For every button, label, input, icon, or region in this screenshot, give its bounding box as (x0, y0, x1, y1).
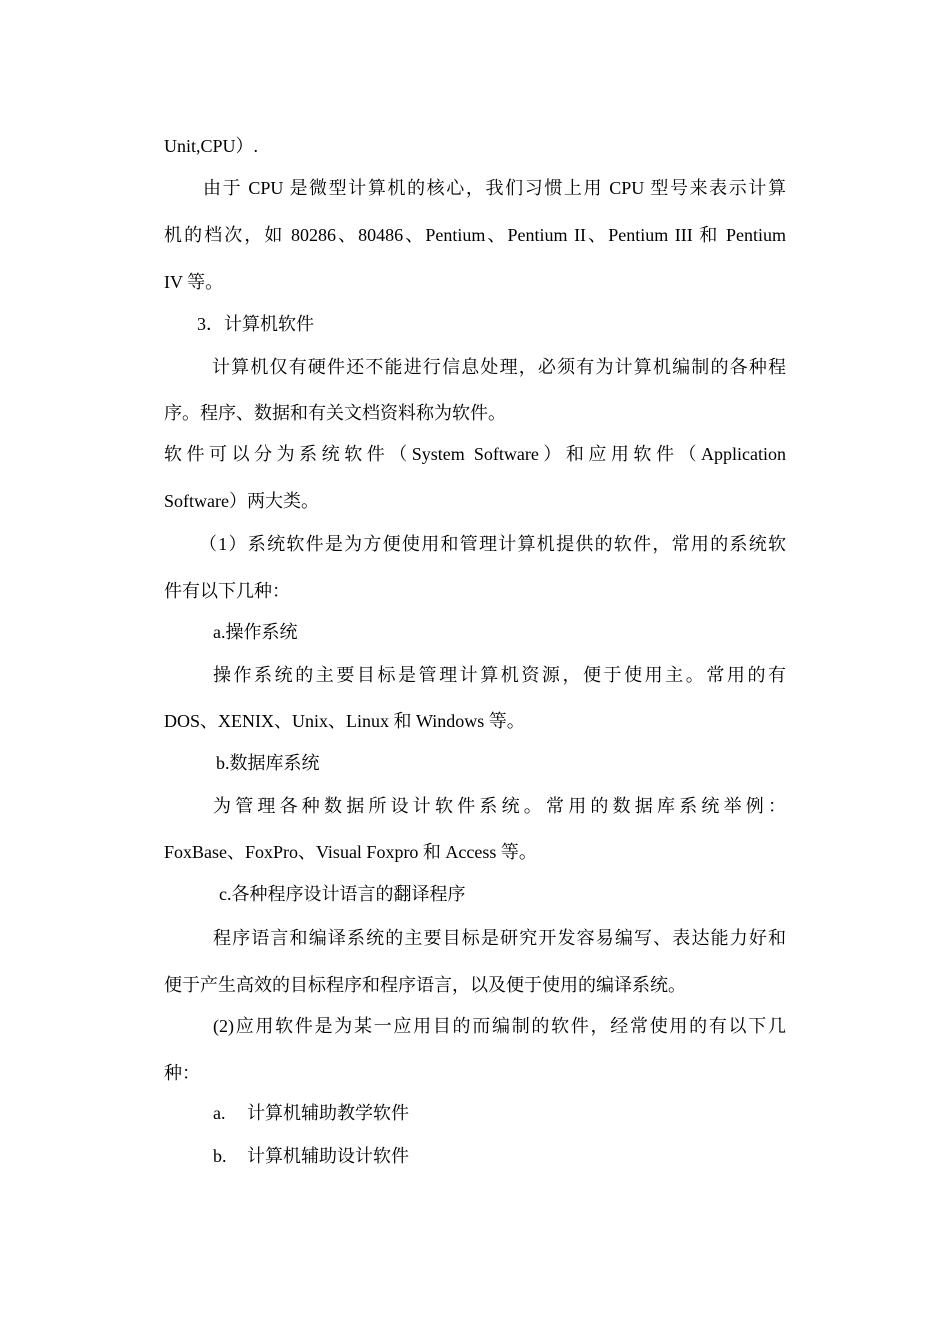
paragraph-line: IV 等。 (164, 272, 224, 292)
subsection-heading: a.操作系统 (213, 622, 298, 642)
list-marker: b. (213, 1146, 227, 1166)
list-item (213, 1144, 613, 1168)
paragraph-line: 种： (164, 1063, 200, 1083)
paragraph-line (164, 1014, 786, 1038)
list-item-text: 计算机辅助设计软件 (247, 1146, 409, 1166)
paragraph-line: 序。程序、数据和有关文档资料称为软件。 (164, 403, 506, 423)
paragraph-line (164, 355, 786, 379)
paragraph-text: （1）系统软件是为方便使用和管理计算机提供的软件，常用的系统软 (199, 534, 786, 554)
subsection-heading: c.各种程序设计语言的翻译程序 (219, 884, 466, 904)
paragraph-line (164, 176, 786, 200)
paragraph-line: 机的档次，如 80286、80486、Pentium、Pentium II、Pentium III 和 Pentium (164, 225, 786, 245)
paragraph-line: 件有以下几种： (164, 581, 290, 601)
paragraph-line (164, 926, 786, 950)
paragraph-text: 由于 CPU 是微型计算机的核心，我们习惯上用 CPU 型号来表示计算 (203, 178, 786, 198)
paragraph-text: 为管理各种数据所设计软件系统。常用的数据库系统举例： (213, 796, 786, 816)
paragraph-line: Unit,CPU）. (164, 136, 259, 156)
paragraph-line: 便于产生高效的目标程序和程序语言，以及便于使用的编译系统。 (164, 975, 686, 995)
paragraph-line (164, 532, 786, 556)
paragraph-line (164, 663, 786, 687)
paragraph-line (164, 794, 786, 818)
section-heading: 3．计算机软件 (197, 314, 314, 334)
subsection-heading: b.数据库系统 (216, 753, 320, 773)
paragraph-text: (2)应用软件是为某一应用目的而编制的软件，经常使用的有以下几 (213, 1016, 786, 1036)
paragraph-line: 软件可以分为系统软件（System Software）和应用软件（Application (164, 444, 786, 464)
paragraph-text: 程序语言和编译系统的主要目标是研究开发容易编写、表达能力好和 (213, 928, 786, 948)
paragraph-line: Software）两大类。 (164, 491, 319, 511)
list-item-text: 计算机辅助教学软件 (247, 1103, 409, 1123)
paragraph-text: 计算机仅有硬件还不能进行信息处理，必须有为计算机编制的各种程 (212, 357, 786, 377)
paragraph-text: 操作系统的主要目标是管理计算机资源，便于使用主。常用的有 (213, 665, 786, 685)
list-marker: a. (213, 1103, 226, 1123)
list-item (213, 1101, 613, 1125)
paragraph-line: DOS、XENIX、Unix、Linux 和 Windows 等。 (164, 711, 525, 731)
paragraph-line: FoxBase、FoxPro、Visual Foxpro 和 Access 等。 (164, 842, 537, 862)
